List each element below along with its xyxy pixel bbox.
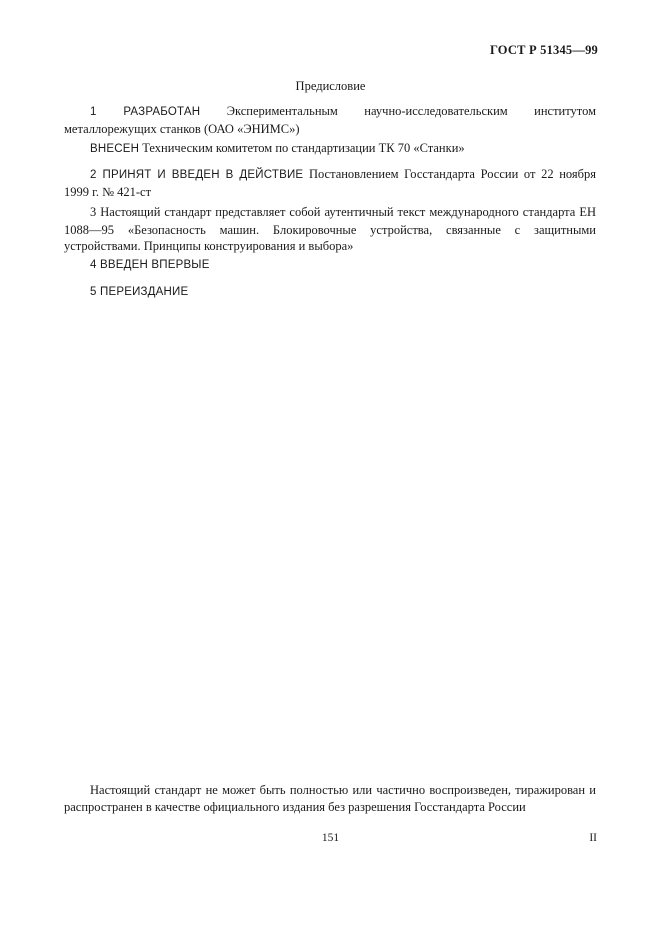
roman-page-number: II (589, 832, 597, 844)
preface-item-5 (64, 283, 596, 301)
preface-item-1-lead: 1 РАЗРАБОТАН (90, 106, 201, 118)
preface-item-introduced-lead: ВНЕСЕН (90, 143, 140, 155)
preface-item-2 (64, 166, 596, 200)
preface-item-3 (64, 204, 596, 255)
preface-item-1 (64, 103, 596, 137)
copyright-note: Настоящий стандарт не может быть полностью или частично воспроизведен, тиражирован и распространен в качестве официального издания без разрешения Госстандарта России (64, 783, 596, 814)
document-code: ГОСТ Р 51345—99 (489, 43, 598, 57)
preface-item-introduced (64, 140, 596, 158)
preface-title: Предисловие (295, 79, 366, 93)
preface-item-4 (64, 256, 596, 274)
preface-item-2-lead: 2 ПРИНЯТ И ВВЕДЕН В ДЕЙСТВИЕ (90, 169, 304, 181)
preface-item-introduced-text: Техническим комитетом по стандартизации ТК 70 «Станки» (139, 141, 465, 155)
preface-item-4-lead: 4 ВВЕДЕН ВПЕРВЫЕ (90, 259, 210, 271)
preface-item-2-text: Постановлением Госстандарта России от 22 ноября 1999 г. № 421-ст (64, 167, 597, 199)
page-number: 151 (321, 832, 340, 844)
preface-item-5-lead: 5 ПЕРЕИЗДАНИЕ (90, 286, 189, 298)
preface-item-3-text: 3 Настоящий стандарт представляет собой аутентичный текст международного стандарта ЕН 1088—95 «Безопасность машин. Блокировочные устройства, связанные с защитными устройствами. Принципы конструирования и выбора» (64, 205, 596, 253)
preface-item-1-text: Экспериментальным научно-исследовательским институтом металлорежущих станков (ОАО «ЭНИМС») (64, 104, 596, 136)
